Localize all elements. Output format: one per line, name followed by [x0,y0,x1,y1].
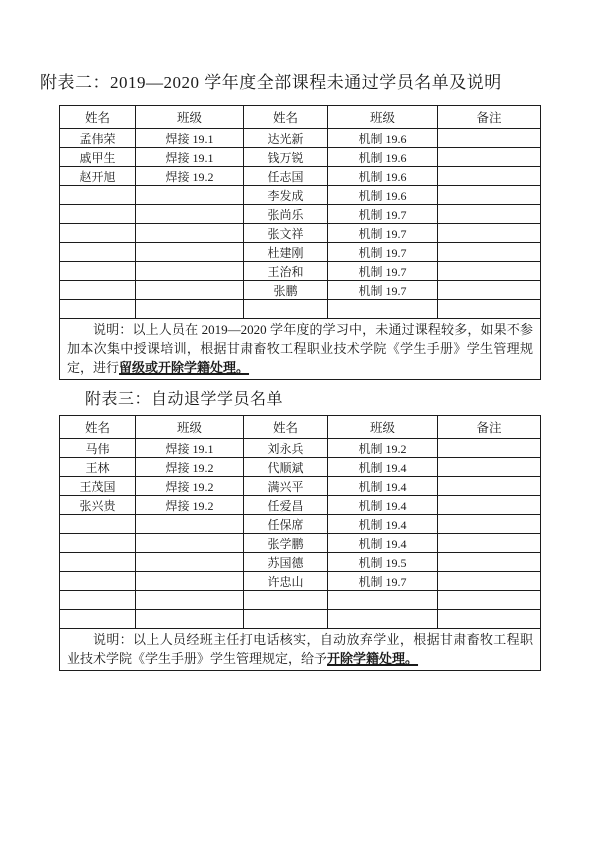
cell [438,186,541,205]
cell [60,300,136,319]
cell: 马伟 [60,439,136,458]
cell [244,610,328,629]
failed-courses-table [59,105,541,380]
cell: 王治和 [244,262,328,281]
cell [438,205,541,224]
cell: 戚甲生 [60,148,136,167]
cell: 机制 19.4 [328,458,438,477]
cell [136,572,244,591]
cell [328,591,438,610]
table-note [60,319,541,380]
cell: 代顺斌 [244,458,328,477]
note-text: 说明：以上人员经班主任打电话核实，自动放弃学业，根据甘肃畜牧工程职业技术学院《学生手册》学生管理规定，给予 [67,632,533,666]
cell [60,224,136,243]
cell [136,553,244,572]
table-note [60,629,541,671]
column-header: 姓名 [60,416,136,439]
table-row [60,610,541,629]
cell: 王林 [60,458,136,477]
cell [438,243,541,262]
table-row [60,148,541,167]
cell: 机制 19.7 [328,281,438,300]
table-row [60,129,541,148]
cell [136,534,244,553]
column-header: 班级 [136,106,244,129]
cell [136,262,244,281]
cell: 机制 19.7 [328,205,438,224]
cell: 机制 19.2 [328,439,438,458]
table-row [60,591,541,610]
auto-withdrawal-table [59,415,541,671]
cell [60,281,136,300]
column-header: 班级 [136,416,244,439]
attachment2-title: 附表二：2019—2020 学年度全部课程未通过学员名单及说明 [40,73,502,92]
cell [328,610,438,629]
cell [438,477,541,496]
cell: 机制 19.7 [328,224,438,243]
cell [136,591,244,610]
table-body [60,439,541,629]
note-row [60,629,541,671]
cell [136,186,244,205]
table-row [60,281,541,300]
cell: 任爱昌 [244,496,328,515]
table-row [60,534,541,553]
table-row [60,553,541,572]
attachment3-title: 附表三：自动退学学员名单 [85,391,284,408]
note-row [60,319,541,380]
table-row [60,243,541,262]
table-row [60,439,541,458]
table-row [60,300,541,319]
column-header: 姓名 [244,416,328,439]
note-emphasis: 开除学籍处理。 [327,651,419,666]
cell: 苏国德 [244,553,328,572]
cell [60,610,136,629]
cell [136,300,244,319]
table-row [60,496,541,515]
cell: 机制 19.6 [328,129,438,148]
cell: 焊接 19.2 [136,477,244,496]
cell [60,591,136,610]
cell [136,610,244,629]
table-row [60,458,541,477]
cell [60,205,136,224]
cell [136,515,244,534]
cell: 焊接 19.2 [136,496,244,515]
cell [438,496,541,515]
cell [60,262,136,281]
column-header: 姓名 [244,106,328,129]
cell [438,167,541,186]
cell [136,224,244,243]
cell [438,129,541,148]
table-body [60,129,541,319]
cell [438,281,541,300]
cell [136,205,244,224]
cell: 焊接 19.1 [136,148,244,167]
cell [136,281,244,300]
cell [438,148,541,167]
table-row [60,515,541,534]
header-row [60,416,541,439]
cell: 许忠山 [244,572,328,591]
cell: 李发成 [244,186,328,205]
cell [60,534,136,553]
cell [60,243,136,262]
cell: 焊接 19.2 [136,458,244,477]
cell [438,572,541,591]
cell: 达光新 [244,129,328,148]
cell: 机制 19.4 [328,477,438,496]
cell: 钱万锐 [244,148,328,167]
cell: 满兴平 [244,477,328,496]
cell [60,515,136,534]
table-row [60,572,541,591]
cell [60,572,136,591]
cell: 张学鹏 [244,534,328,553]
cell: 张兴贵 [60,496,136,515]
cell [438,553,541,572]
cell: 机制 19.4 [328,515,438,534]
cell [438,534,541,553]
cell: 张文祥 [244,224,328,243]
column-header: 姓名 [60,106,136,129]
cell: 机制 19.7 [328,572,438,591]
column-header: 班级 [328,416,438,439]
cell: 王茂国 [60,477,136,496]
cell: 机制 19.6 [328,186,438,205]
cell [438,591,541,610]
cell: 焊接 19.1 [136,129,244,148]
cell: 机制 19.7 [328,262,438,281]
cell: 机制 19.7 [328,243,438,262]
column-header: 备注 [438,106,541,129]
cell [328,300,438,319]
table-row [60,224,541,243]
cell [438,458,541,477]
cell [438,610,541,629]
cell [60,186,136,205]
column-header: 班级 [328,106,438,129]
cell: 机制 19.4 [328,496,438,515]
cell: 任志国 [244,167,328,186]
cell: 焊接 19.2 [136,167,244,186]
cell: 孟伟荣 [60,129,136,148]
cell [438,300,541,319]
cell: 机制 19.5 [328,553,438,572]
cell: 机制 19.4 [328,534,438,553]
cell [244,591,328,610]
cell: 任保席 [244,515,328,534]
cell: 杜建刚 [244,243,328,262]
cell [438,515,541,534]
cell [244,300,328,319]
cell [438,224,541,243]
column-header: 备注 [438,416,541,439]
cell [438,439,541,458]
cell: 张鹏 [244,281,328,300]
note-emphasis: 留级或开除学籍处理。 [119,360,250,375]
cell: 焊接 19.1 [136,439,244,458]
cell: 张尚乐 [244,205,328,224]
note-text: 说明：以上人员在 2019—2020 学年度的学习中，未通过课程较多，如果不参加本次集中授课培训，根据甘肃畜牧工程职业技术学院《学生手册》学生管理规定，进行 [67,322,533,375]
cell: 机制 19.6 [328,148,438,167]
cell: 机制 19.6 [328,167,438,186]
cell [136,243,244,262]
cell [438,262,541,281]
table-row [60,262,541,281]
cell: 赵开旭 [60,167,136,186]
cell [60,553,136,572]
table-row [60,205,541,224]
cell: 刘永兵 [244,439,328,458]
table-row [60,477,541,496]
table-row [60,167,541,186]
header-row [60,106,541,129]
table-row [60,186,541,205]
